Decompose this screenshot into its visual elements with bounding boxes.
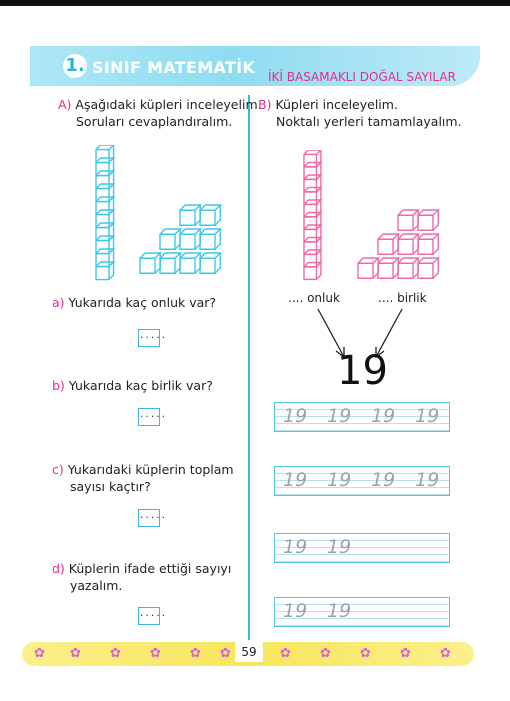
right-unit-cubes [358,210,438,278]
page-subtitle: İKİ BASAMAKLI DOĞAL SAYILAR [268,70,456,84]
cube [358,258,378,278]
cube [418,258,438,278]
left-tens-rod [96,145,114,280]
flower-icon: ✿ [70,646,81,661]
question-d-label: d) [52,561,65,576]
trace-number: 19 [371,405,396,427]
section-b-line2: Noktalı yerleri tamamlayalım. [276,114,462,129]
trace-number: 19 [283,469,308,491]
answer-box-c[interactable]: ..... [138,509,160,527]
trace-number: 19 [327,469,352,491]
birlik-blank[interactable]: .... birlik [378,291,427,305]
cube [180,229,200,249]
cube [180,253,200,273]
cube [304,263,321,280]
right-cubes-figure [298,150,453,285]
cube [398,234,418,254]
cube [200,205,220,225]
grade-badge: 1. [63,54,87,78]
cube [96,262,114,280]
section-a-line2: Soruları cevaplandıralım. [76,114,233,129]
trace-number: 19 [327,536,352,558]
cube [418,234,438,254]
cube [418,210,438,230]
trace-row-3[interactable] [274,533,450,563]
question-d-text-line1: Küplerin ifade ettiği sayıyı [68,561,232,576]
answer-box-d[interactable]: ..... [138,607,160,625]
cube [398,210,418,230]
question-b-text: Yukarıda kaç birlik var? [68,378,213,393]
section-b-label: B) [258,97,272,112]
question-c-text-line1: Yukarıdaki küplerin toplam [67,462,234,477]
trace-number: 19 [327,600,352,622]
question-a [52,294,216,311]
question-c-label: c) [52,462,64,477]
question-d-text-line2: yazalım. [70,578,123,593]
cube [398,258,418,278]
cube [378,258,398,278]
trace-number: 19 [327,405,352,427]
cube [160,229,180,249]
trace-number: 19 [415,469,440,491]
cube [180,205,200,225]
question-a-label: a) [52,295,65,310]
trace-number: 19 [371,469,396,491]
cube [140,253,160,273]
section-a-label: A) [58,97,72,112]
flower-icon: ✿ [400,646,411,661]
left-cubes-figure [90,145,240,285]
section-b-line1: Küpleri inceleyelim. [275,97,398,112]
trace-row-2[interactable] [274,466,450,496]
flower-icon: ✿ [280,646,291,661]
cube [200,253,220,273]
trace-number: 19 [283,600,308,622]
top-edge [0,0,510,6]
result-number: 19 [337,348,388,394]
flower-icon: ✿ [320,646,331,661]
cube [160,253,180,273]
section-a-intro [58,96,262,130]
flower-icon: ✿ [220,646,231,661]
flower-icon: ✿ [110,646,121,661]
trace-number: 19 [283,536,308,558]
right-tens-rod [304,150,321,279]
question-c [52,461,234,495]
flower-icon: ✿ [360,646,371,661]
column-divider [248,95,250,640]
section-b-intro [258,96,462,130]
left-unit-cubes [140,205,220,273]
cube [200,229,220,249]
question-d [52,560,231,594]
flower-icon: ✿ [150,646,161,661]
flower-icon: ✿ [190,646,201,661]
question-b [52,377,213,394]
answer-box-b[interactable]: ..... [138,408,160,426]
page-title: SINIF MATEMATİK [92,58,256,77]
section-a-line1: Aşağıdaki küpleri inceleyelim. [75,97,262,112]
trace-row-4[interactable] [274,597,450,627]
cube [378,234,398,254]
question-a-text: Yukarıda kaç onluk var? [68,295,217,310]
question-c-text-line2: sayısı kaçtır? [70,479,151,494]
question-b-label: b) [52,378,65,393]
trace-number: 19 [283,405,308,427]
answer-box-a[interactable]: ..... [138,329,160,347]
onluk-blank[interactable]: .... onluk [288,291,340,305]
trace-row-1[interactable] [274,402,450,432]
flower-icon: ✿ [34,646,45,661]
trace-number: 19 [415,405,440,427]
page-number: 59 [235,642,263,662]
flower-icon: ✿ [440,646,451,661]
